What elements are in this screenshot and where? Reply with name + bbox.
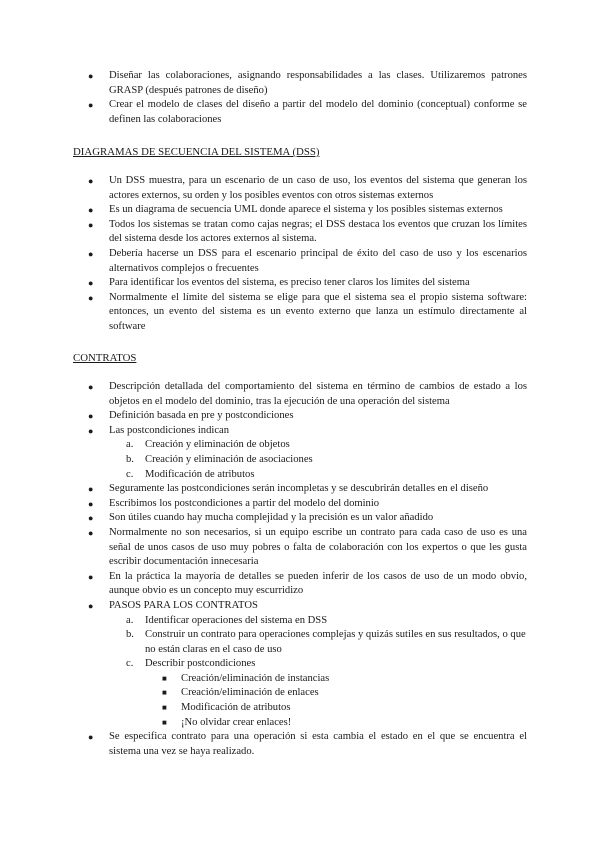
sub-sublist-item: ■ Creación/eliminación de instancias bbox=[0, 672, 600, 687]
list-item: ● Escribimos los postcondiciones a partir del modelo del dominio bbox=[0, 497, 600, 512]
square-bullet-icon: ■ bbox=[162, 688, 167, 698]
bullet-icon: ● bbox=[88, 100, 94, 111]
bullet-icon: ● bbox=[88, 382, 94, 392]
dss-list bbox=[0, 174, 600, 335]
bullet-icon: ● bbox=[88, 425, 94, 436]
bullet-icon: ● bbox=[88, 600, 94, 611]
dss-heading: DIAGRAMAS DE SECUENCIA DEL SISTEMA (DSS) bbox=[73, 146, 320, 158]
list-marker: b. bbox=[126, 453, 134, 465]
bullet-icon: ● bbox=[88, 411, 94, 422]
list-item: ● Crear el modelo de clases del diseño a partir del modelo del dominio (conceptual) conforme se definen las colaboraciones bbox=[88, 99, 527, 125]
list-item: ● Descripción detallada del comportamiento del sistema en término de cambios de estado a los objetos en el modelo del dominio, tras la ejecución de una operación del sistema bbox=[88, 381, 527, 407]
bullet-icon: ● bbox=[88, 278, 94, 289]
list-item: ● Para identificar los eventos del sistema, es preciso tener claros los límites del sistema bbox=[0, 276, 600, 291]
intro-list bbox=[0, 69, 600, 127]
bullet-icon: ● bbox=[88, 498, 94, 509]
bullet-icon: ● bbox=[88, 527, 94, 538]
list-item: ● Definición basada en pre y postcondiciones bbox=[0, 409, 600, 424]
bullet-icon: ● bbox=[88, 484, 94, 495]
sublist-item: c. Describir postcondiciones bbox=[0, 657, 600, 672]
list-marker: a. bbox=[126, 614, 134, 626]
list-item: ● En la práctica la mayoría de detalles se pueden inferir de los casos de uso de un modo obvio, aunque obvio es un concepto muy escurridizo bbox=[88, 570, 527, 597]
list-item: ● Normalmente no son necesarios, si un equipo escribe un contrato para cada caso de uso es una señal de unos casos de uso muy pobres o falta de colaboración con los expertos o que les gusta escribir documentación innecesaria bbox=[88, 526, 527, 568]
square-bullet-icon: ■ bbox=[162, 717, 167, 727]
bullet-icon: ● bbox=[88, 71, 94, 81]
list-item: ● Normalmente el límite del sistema se elige para que el sistema sea el propio sistema software: entonces, un evento del sistema es un evento externo que lanza un estímulo directamente al software bbox=[88, 291, 527, 332]
sublist-item: c. Modificación de atributos bbox=[0, 468, 600, 483]
bullet-icon: ● bbox=[88, 219, 94, 230]
sub-sublist-item: ■ Modificación de atributos bbox=[0, 701, 600, 716]
contratos-heading: CONTRATOS bbox=[73, 352, 137, 364]
list-item: ● Las postcondiciones indican bbox=[0, 424, 600, 439]
bullet-icon: ● bbox=[88, 292, 94, 303]
bullet-icon: ● bbox=[88, 732, 94, 743]
bullet-icon: ● bbox=[88, 248, 94, 259]
sublist-item: b. Construir un contrato para operaciones complejas y quizás sutiles en sus resultados, o que no están claras en el caso de uso bbox=[126, 629, 526, 655]
list-marker: c. bbox=[126, 658, 134, 670]
list-item: ● Es un diagrama de secuencia UML donde aparece el sistema y los posibles sistemas externos bbox=[0, 203, 600, 218]
list-marker: c. bbox=[126, 468, 134, 480]
list-item: ● Seguramente las postcondiciones serán incompletas y se descubrirán detalles en el diseño bbox=[0, 482, 600, 497]
square-bullet-icon: ■ bbox=[162, 703, 167, 713]
list-item: ● Se especifica contrato para una operación si esta cambia el estado en el que se encuentra el sistema una vez se haya realizado. bbox=[88, 731, 527, 757]
list-marker: b. bbox=[126, 629, 134, 641]
list-item: ● Diseñar las colaboraciones, asignando responsabilidades a las clases. Utilizaremos patrones GRASP (después patrones de diseño) bbox=[88, 70, 527, 96]
list-item: ● PASOS PARA LOS CONTRATOS bbox=[0, 599, 600, 614]
list-marker: a. bbox=[126, 439, 134, 451]
bullet-icon: ● bbox=[88, 571, 94, 582]
sublist-item: b. Creación y eliminación de asociaciones bbox=[0, 453, 600, 468]
square-bullet-icon: ■ bbox=[162, 673, 167, 683]
list-item: ● Todos los sistemas se tratan como cajas negras; el DSS destaca los eventos que cruzan los límites del sistema desde los actores externos al sistema. bbox=[88, 218, 527, 245]
contratos-list bbox=[0, 380, 600, 759]
sublist-item: a. Creación y eliminación de objetos bbox=[0, 438, 600, 453]
sub-sublist-item: ■ ¡No olvidar crear enlaces! bbox=[0, 716, 600, 731]
bullet-icon: ● bbox=[88, 205, 94, 216]
list-item: ● Un DSS muestra, para un escenario de un caso de uso, los eventos del sistema que generan los actores externos, su orden y los posibles eventos con otros sistemas externos bbox=[88, 175, 527, 201]
bullet-icon: ● bbox=[88, 176, 94, 186]
list-item: ● Debería hacerse un DSS para el escenario principal de éxito del caso de uso y los escenarios alternativos complejos o frecuentes bbox=[88, 247, 527, 274]
list-item: ● Son útiles cuando hay mucha complejidad y la precisión es un valor añadido bbox=[0, 511, 600, 526]
sub-sublist-item: ■ Creación/eliminación de enlaces bbox=[0, 686, 600, 701]
sublist-item: a. Identificar operaciones del sistema en DSS bbox=[0, 614, 600, 629]
bullet-icon: ● bbox=[88, 513, 94, 524]
